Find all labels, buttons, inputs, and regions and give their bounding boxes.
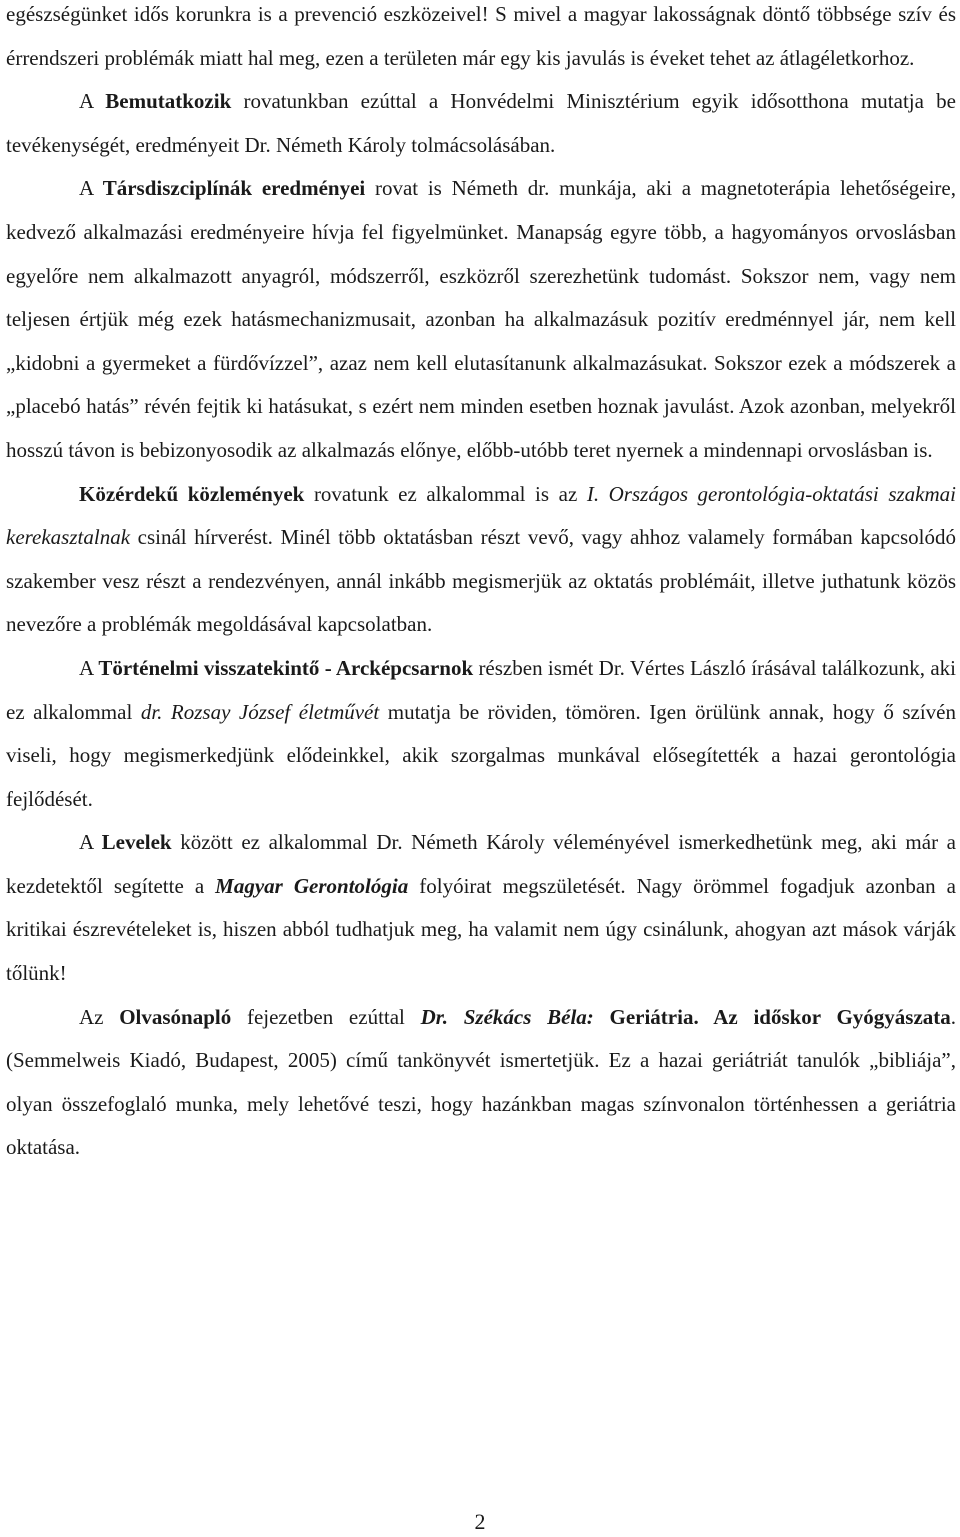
section-name-tortenelmi: Történelmi visszatekintő - Arcképcsarnok <box>98 655 474 680</box>
paragraph-text: A <box>79 89 106 114</box>
document-body <box>6 0 956 1170</box>
paragraph-text: csinál hírverést. Minél több oktatásban részt vevő, vagy ahhoz valamely formában kapcsolódó szakember vesz részt a rendezvényen, annál inkább megismerjük az oktatás problémáit, illetve juthatunk közös nevezőre a problémák megoldásával kapcsolatban. <box>6 525 956 637</box>
article-subject: dr. Rozsay József életművét <box>140 699 380 724</box>
section-name-kozerdeku: Közérdekű közlemények <box>79 481 305 506</box>
paragraph-tarsdiszciplinak <box>6 167 956 472</box>
paragraph-text: rovatunk ez alkalommal is az <box>304 481 587 506</box>
paragraph-text: részben ismét Dr. Vértes László írásával találkozunk, aki ez alkalommal <box>6 655 956 724</box>
paragraph-text: folyóirat megszületését. Nagy örömmel fogadjuk azonban a kritikai észrevételeket is, hiszen abból tudhatjuk meg, ha valamit nem úgy csinálunk, ahogyan azt mások várják tőlünk! <box>6 873 956 986</box>
paragraph-text <box>594 1005 610 1029</box>
event-title: I. Országos gerontológia-oktatási szakmai kerekasztalnak <box>6 481 956 550</box>
section-name-levelek: Levelek <box>101 830 172 855</box>
paragraph-text: . (Semmelweis Kiadó, Budapest, 2005) című tankönyvét ismertetjük. Ez a hazai geriátriát tanulók „bibliája”, olyan összefoglaló munka, mely lehetővé teszi, hogy hazánkban magas színvonalon történhessen a geriátria oktatása. <box>6 1004 957 1160</box>
section-name-bemutatkozik: Bemutatkozik <box>105 89 232 114</box>
paragraph-text: rovatunkban ezúttal a Honvédelmi Minisztérium egyik idősotthona mutatja be tevékenységét, eredményeit Dr. Németh Károly tolmácsolásában. <box>6 89 957 157</box>
paragraph-text: fejezetben ezúttal <box>231 1004 421 1029</box>
page-number: 2 <box>474 1509 486 1534</box>
section-name-tarsdiszciplinak: Társdiszciplínák eredményei <box>102 176 366 201</box>
paragraph-text: között ez alkalommal Dr. Németh Károly véleményével ismerkedhetünk meg, aki már a kezdetektől segítette a <box>6 830 956 898</box>
paragraph-text: Az <box>79 1004 120 1029</box>
paragraph-text: A <box>79 830 102 855</box>
paragraph-intro-continuation <box>6 0 956 80</box>
paragraph-bemutatkozik <box>6 80 956 167</box>
paragraph-kozerdeku <box>6 473 956 647</box>
paragraph-levelek <box>6 821 956 995</box>
paragraph-text: A <box>79 655 99 680</box>
paragraph-tortenelmi <box>6 647 956 821</box>
paragraph-text: egészségünket idős korunkra is a prevenció eszközeivel! S mivel a magyar lakosságnak döntő többsége szív és érrendszeri problémák miatt hal meg, ezen a területen már egy kis javulás is éveket tehet az átlagéletkorhoz. <box>6 2 956 70</box>
paragraph-text: A <box>79 176 103 201</box>
section-name-olvasonaplo: Olvasónapló <box>119 1004 232 1029</box>
book-author: Dr. Székács Béla: <box>420 1004 594 1029</box>
paragraph-text: rovat is Németh dr. munkája, aki a magnetoterápia lehetőségeire, kedvező alkalmazási eredményeire hívja fel figyelmünket. Manapság egyre több, a hagyományos orvoslásban egyelőre nem alkalmazott anyagról, módszerről, eszközről szerezhetünk tudomást. Sokszor nem, vagy nem teljesen értjük még ezek hatásmechanizmusait, azonban ha alkalmazásuk pozitív eredménnyel jár, nem kell „kidobni a gyermeket a fürdővízzel”, azaz nem kell elutasítanunk alkalmazásukat. Sokszor ezek a módszerek a „placebó hatás” révén fejtik ki hatásukat, s ezért nem minden esetben hoznak javulást. Azok azonban, melyekről hosszú távon is bebizonyosodik az alkalmazás előnye, előbb-utóbb teret nyernek a mindennapi orvoslásban is. <box>6 176 956 462</box>
paragraph-olvasonaplo <box>6 996 956 1170</box>
book-title: Geriátria. Az időskor Gyógyászata <box>609 1004 951 1029</box>
journal-title: Magyar Gerontológia <box>215 873 409 898</box>
paragraph-text: mutatja be röviden, tömören. Igen örülünk annak, hogy ő szívén viseli, hogy megismerkedjünk elődeinkkel, akik szorgalmas munkával elősegítették a hazai gerontológia fejlődését. <box>6 699 956 811</box>
